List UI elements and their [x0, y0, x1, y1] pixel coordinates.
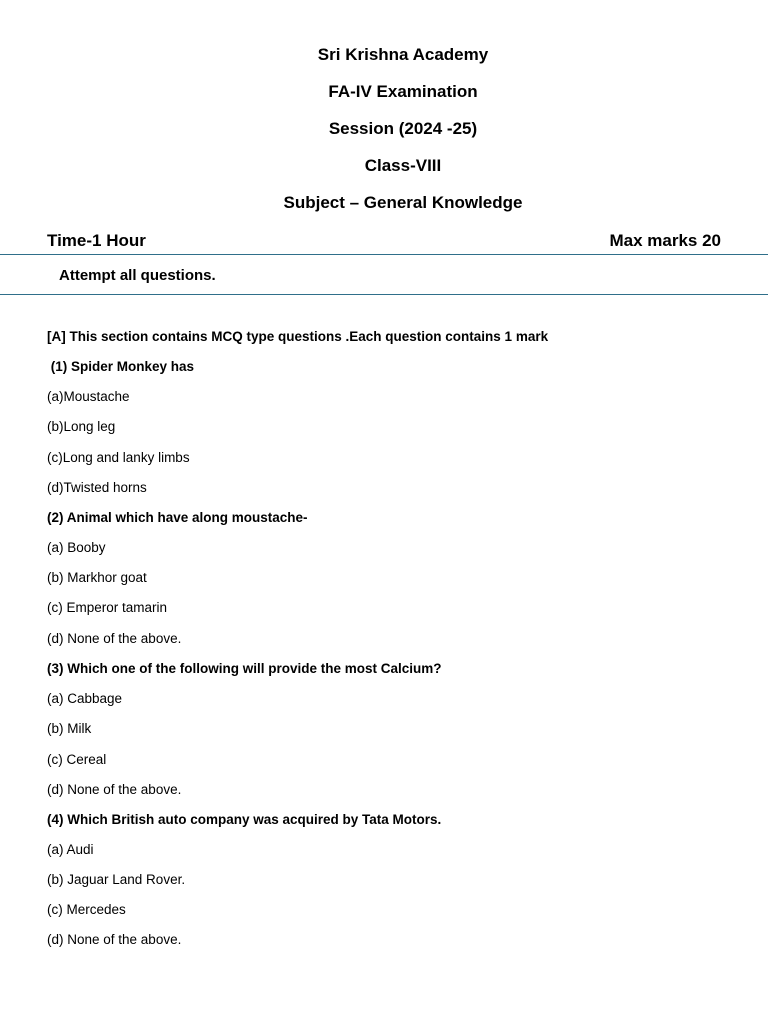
class-label: Class-VIII	[364, 156, 442, 175]
question-text: (2) Animal which have along moustache-	[47, 510, 308, 525]
option-item: (a) Cabbage	[47, 691, 123, 706]
exam-title: FA-IV Examination	[328, 82, 478, 101]
subject-label: Subject – General Knowledge	[283, 193, 523, 212]
divider-bottom	[0, 294, 768, 295]
session-label: Session (2024 -25)	[328, 119, 478, 138]
option-item: (d) None of the above.	[47, 631, 182, 646]
option-item: (b) Markhor goat	[47, 570, 147, 585]
option-item: (b) Jaguar Land Rover.	[47, 872, 186, 887]
option-item: (a) Audi	[47, 842, 94, 857]
option-item: (d)Twisted horns	[47, 480, 147, 495]
option-item: (c) Emperor tamarin	[47, 600, 168, 615]
option-item: (c) Mercedes	[47, 902, 126, 917]
option-item: (b) Milk	[47, 721, 92, 736]
section-heading: [A] This section contains MCQ type questions .Each question contains 1 mark	[47, 329, 549, 344]
question-text: (1) Spider Monkey has	[47, 359, 195, 374]
question-text: (4) Which British auto company was acquired by Tata Motors.	[47, 812, 442, 827]
time-marks-row	[47, 231, 721, 251]
time-label: Time-1 Hour	[47, 231, 146, 250]
divider-top	[0, 254, 768, 255]
question-text: (3) Which one of the following will provide the most Calcium?	[47, 661, 442, 676]
instruction-text: Attempt all questions.	[59, 267, 216, 284]
school-name: Sri Krishna Academy	[317, 45, 489, 64]
max-marks-label: Max marks 20	[609, 231, 721, 250]
option-item: (a)Moustache	[47, 389, 130, 404]
option-item: (c) Cereal	[47, 752, 107, 767]
option-item: (a) Booby	[47, 540, 106, 555]
option-item: (d) None of the above.	[47, 932, 182, 947]
option-item: (b)Long leg	[47, 419, 116, 434]
option-item: (d) None of the above.	[47, 782, 182, 797]
option-item: (c)Long and lanky limbs	[47, 450, 190, 465]
